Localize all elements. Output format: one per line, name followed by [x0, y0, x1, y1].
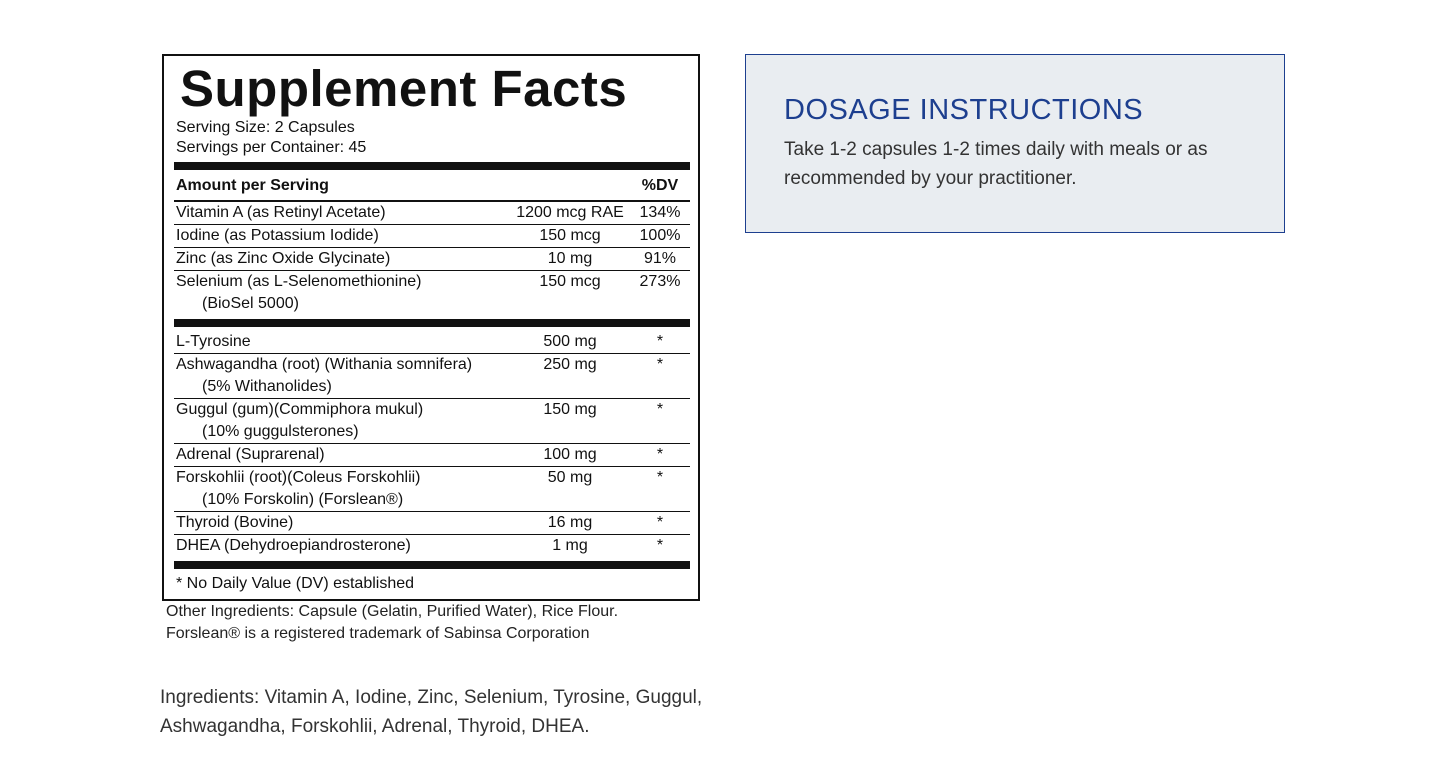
nutrient-dv: 100%	[639, 227, 681, 244]
nutrient-row	[174, 224, 690, 247]
nutrient-subtext: (10% guggulsterones)	[202, 423, 359, 440]
nutrient-name	[176, 271, 506, 315]
nutrient-subtext: (BioSel 5000)	[202, 295, 299, 312]
nutrient-row	[174, 534, 690, 557]
serving-size: Serving Size: 2 Capsules	[176, 119, 355, 136]
nutrient-dv: 91%	[643, 250, 677, 267]
nutrient-name	[176, 225, 506, 247]
nutrient-name	[176, 331, 506, 353]
nutrient-row	[174, 353, 690, 398]
nutrient-dv: *	[656, 469, 664, 486]
nutrient-amount: 16 mg	[547, 514, 593, 531]
thick-divider	[174, 561, 690, 569]
nutrient-dv: 134%	[639, 204, 681, 221]
nutrient-amount: 50 mg	[547, 469, 593, 486]
nutrient-row	[174, 247, 690, 270]
nutrient-amount: 150 mg	[543, 401, 597, 418]
nutrient-amount: 250 mg	[543, 356, 597, 373]
nutrient-dv: *	[656, 537, 664, 554]
ingredients-text: Ingredients: Vitamin A, Iodine, Zinc, Selenium, Tyrosine, Guggul, Ashwagandha, Forskohlii, Adrenal, Thyroid, DHEA.	[160, 687, 703, 737]
nutrient-amount: 150 mcg	[539, 227, 601, 244]
dosage-text: Take 1-2 capsules 1-2 times daily with meals or as recommended by your practitioner.	[784, 139, 1208, 189]
nutrient-name	[176, 354, 506, 398]
nutrient-amount: 150 mcg	[539, 273, 601, 290]
nutrient-name-text: Iodine (as Potassium Iodide)	[176, 227, 379, 244]
nutrient-amount: 10 mg	[547, 250, 593, 267]
nutrient-name	[176, 399, 506, 443]
nutrient-subtext: (10% Forskolin) (Forslean®)	[202, 491, 404, 508]
nutrient-dv: *	[656, 401, 664, 418]
nutrient-name-text: Thyroid (Bovine)	[176, 514, 294, 531]
nutrient-name	[176, 512, 506, 534]
nutrient-dv: 273%	[639, 273, 681, 290]
nutrient-amount: 1 mg	[552, 537, 588, 554]
nutrient-amount: 100 mg	[543, 446, 597, 463]
nutrient-row	[174, 443, 690, 466]
nutrient-name	[176, 202, 506, 224]
nutrient-name-text: Ashwagandha (root) (Withania somnifera)	[176, 356, 473, 373]
supplement-facts-panel	[162, 54, 700, 601]
nutrient-row	[174, 466, 690, 511]
dv-footnote: * No Daily Value (DV) established	[176, 575, 415, 592]
facts-header-row	[174, 174, 690, 198]
servings-per-container: Servings per Container: 45	[176, 139, 367, 156]
nutrient-name-text: Adrenal (Suprarenal)	[176, 446, 325, 463]
nutrient-amount: 1200 mcg RAE	[516, 204, 624, 221]
dosage-title: DOSAGE INSTRUCTIONS	[784, 94, 1144, 126]
nutrient-row	[174, 270, 690, 315]
nutrient-name	[176, 248, 506, 270]
nutrient-dv: *	[656, 514, 664, 531]
nutrient-dv: *	[656, 356, 664, 373]
nutrient-name-text: DHEA (Dehydroepiandrosterone)	[176, 537, 411, 554]
amount-per-serving-header: Amount per Serving	[176, 177, 329, 194]
nutrient-group-vitamins	[174, 202, 690, 315]
nutrient-group-botanicals	[174, 331, 690, 557]
nutrient-name-text: L-Tyrosine	[176, 333, 251, 350]
nutrient-amount: 500 mg	[543, 333, 597, 350]
nutrient-name	[176, 535, 506, 557]
dosage-instructions-box	[745, 54, 1285, 233]
supplement-facts-label	[160, 54, 705, 645]
amount-header	[506, 174, 634, 198]
supplement-facts-title: Supplement Facts	[180, 60, 628, 117]
nutrient-name-text: Guggul (gum)(Commiphora mukul)	[176, 401, 424, 418]
thick-divider	[174, 319, 690, 327]
nutrient-name-text: Forskohlii (root)(Coleus Forskohlii)	[176, 469, 421, 486]
nutrient-dv: *	[656, 333, 664, 350]
dv-header: %DV	[641, 177, 679, 194]
nutrient-name	[176, 444, 506, 466]
other-ingredients: Other Ingredients: Capsule (Gelatin, Purified Water), Rice Flour.	[166, 603, 619, 620]
thick-divider	[174, 162, 690, 170]
nutrient-row	[174, 331, 690, 353]
nutrient-row	[174, 398, 690, 443]
nutrient-name-text: Zinc (as Zinc Oxide Glycinate)	[176, 250, 391, 267]
nutrient-row	[174, 511, 690, 534]
nutrient-subtext: (5% Withanolides)	[202, 378, 332, 395]
nutrient-name	[176, 467, 506, 511]
nutrient-name-text: Vitamin A (as Retinyl Acetate)	[176, 204, 386, 221]
nutrient-dv: *	[656, 446, 664, 463]
trademark-note: Forslean® is a registered trademark of Sabinsa Corporation	[166, 625, 590, 642]
nutrient-name-text: Selenium (as L-Selenomethionine)	[176, 273, 422, 290]
nutrient-row	[174, 202, 690, 224]
